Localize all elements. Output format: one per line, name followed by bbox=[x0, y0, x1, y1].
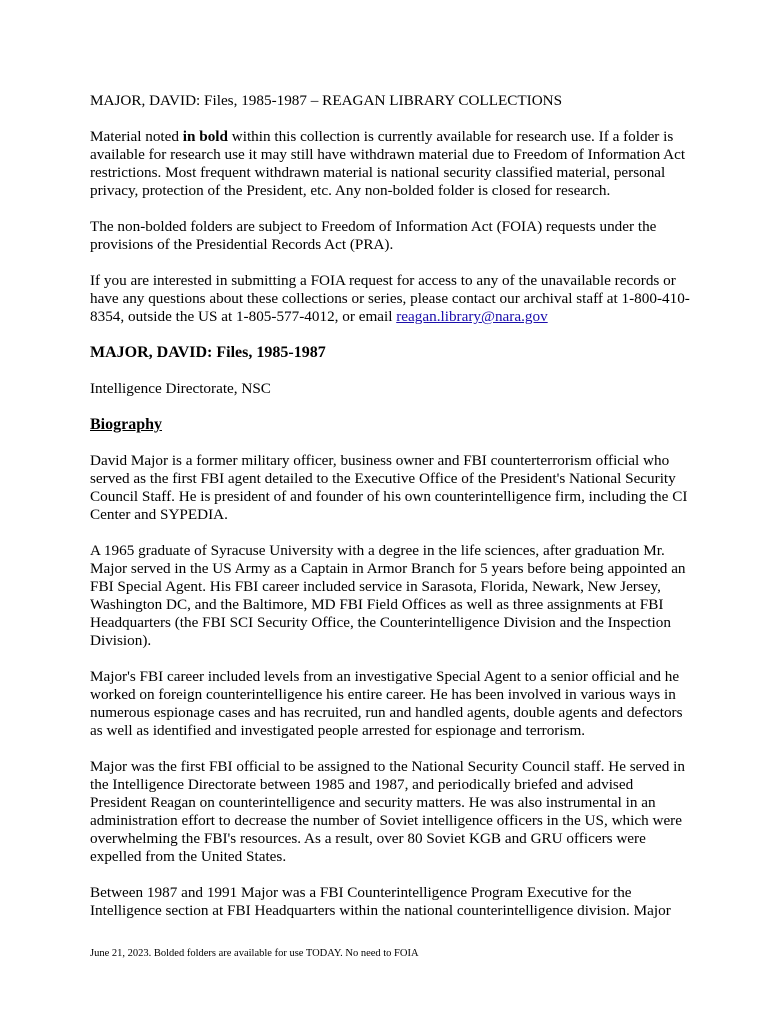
intro-paragraph-3 bbox=[90, 272, 690, 326]
intro-paragraph-2: The non-bolded folders are subject to Freedom of Information Act (FOIA) requests under the provisions of the Presidential Records Act (PRA). bbox=[90, 218, 657, 253]
intro-text-1a: Material noted bbox=[90, 128, 183, 145]
intro-text-1b: within this collection is currently available for research use. If a folder is available for research use it may still have withdrawn material due to Freedom of Information Act restrictions. Most frequent withdrawn material is national security classified material, personal privacy, protection of the President, etc. Any non-bolded folder is closed for research. bbox=[90, 128, 686, 199]
collection-heading: MAJOR, DAVID: Files, 1985-1987 bbox=[90, 344, 326, 361]
in-bold-text: in bold bbox=[182, 128, 228, 145]
biography-paragraph: Major's FBI career included levels from an investigative Special Agent to a senior official and he worked on foreign counterintelligence his entire career. He has been involved in various ways in numerous espionage cases and has recruited, run and handled agents, double agents and defectors as well as identified and investigated people arrested for espionage and terrorism. bbox=[90, 668, 683, 739]
intro-paragraph-1 bbox=[90, 128, 690, 200]
biography-paragraph: A 1965 graduate of Syracuse University with a degree in the life sciences, after graduation Mr. Major served in the US Army as a Captain in Armor Branch for 5 years before being appointed an FBI Special Agent. His FBI career included service in Sarasota, Florida, Newark, New Jersey, Washington DC, and the Baltimore, MD FBI Field Offices as well as three assignments at FBI Headquarters (the FBI SCI Security Office, the Counterintelligence Division and the Inspection Division). bbox=[90, 542, 686, 649]
page-footer: June 21, 2023. Bolded folders are available for use TODAY. No need to FOIA bbox=[90, 948, 419, 959]
email-link[interactable]: reagan.library@nara.gov bbox=[396, 308, 548, 325]
document-body bbox=[90, 92, 690, 920]
document-title: MAJOR, DAVID: Files, 1985-1987 – REAGAN LIBRARY COLLECTIONS bbox=[90, 92, 563, 109]
collection-subheading: Intelligence Directorate, NSC bbox=[90, 380, 271, 397]
biography-paragraph: David Major is a former military officer, business owner and FBI counterterrorism official who served as the first FBI agent detailed to the Executive Office of the President's National Security Council Staff. He is president of and founder of his own counterintelligence firm, including the CI Center and SYPEDIA. bbox=[90, 452, 688, 523]
biography-paragraph: Major was the first FBI official to be assigned to the National Security Council staff. He served in the Intelligence Directorate between 1985 and 1987, and periodically briefed and advised President Reagan on counterintelligence and security matters. He was also instrumental in an administration effort to decrease the number of Soviet intelligence officers in the US, which were overwhelming the FBI's resources. As a result, over 80 Soviet KGB and GRU officers were expelled from the United States. bbox=[90, 758, 685, 865]
biography-heading: Biography bbox=[90, 416, 163, 433]
contact-text: If you are interested in submitting a FOIA request for access to any of the unavailable records or have any questions about these collections or series, please contact our archival staff at 1-800-410-8354, outside the US at 1-805-577-4012, or email bbox=[90, 272, 690, 325]
biography-paragraph: Between 1987 and 1991 Major was a FBI Counterintelligence Program Executive for the Intelligence section at FBI Headquarters within the national counterintelligence division. Major bbox=[90, 884, 671, 919]
